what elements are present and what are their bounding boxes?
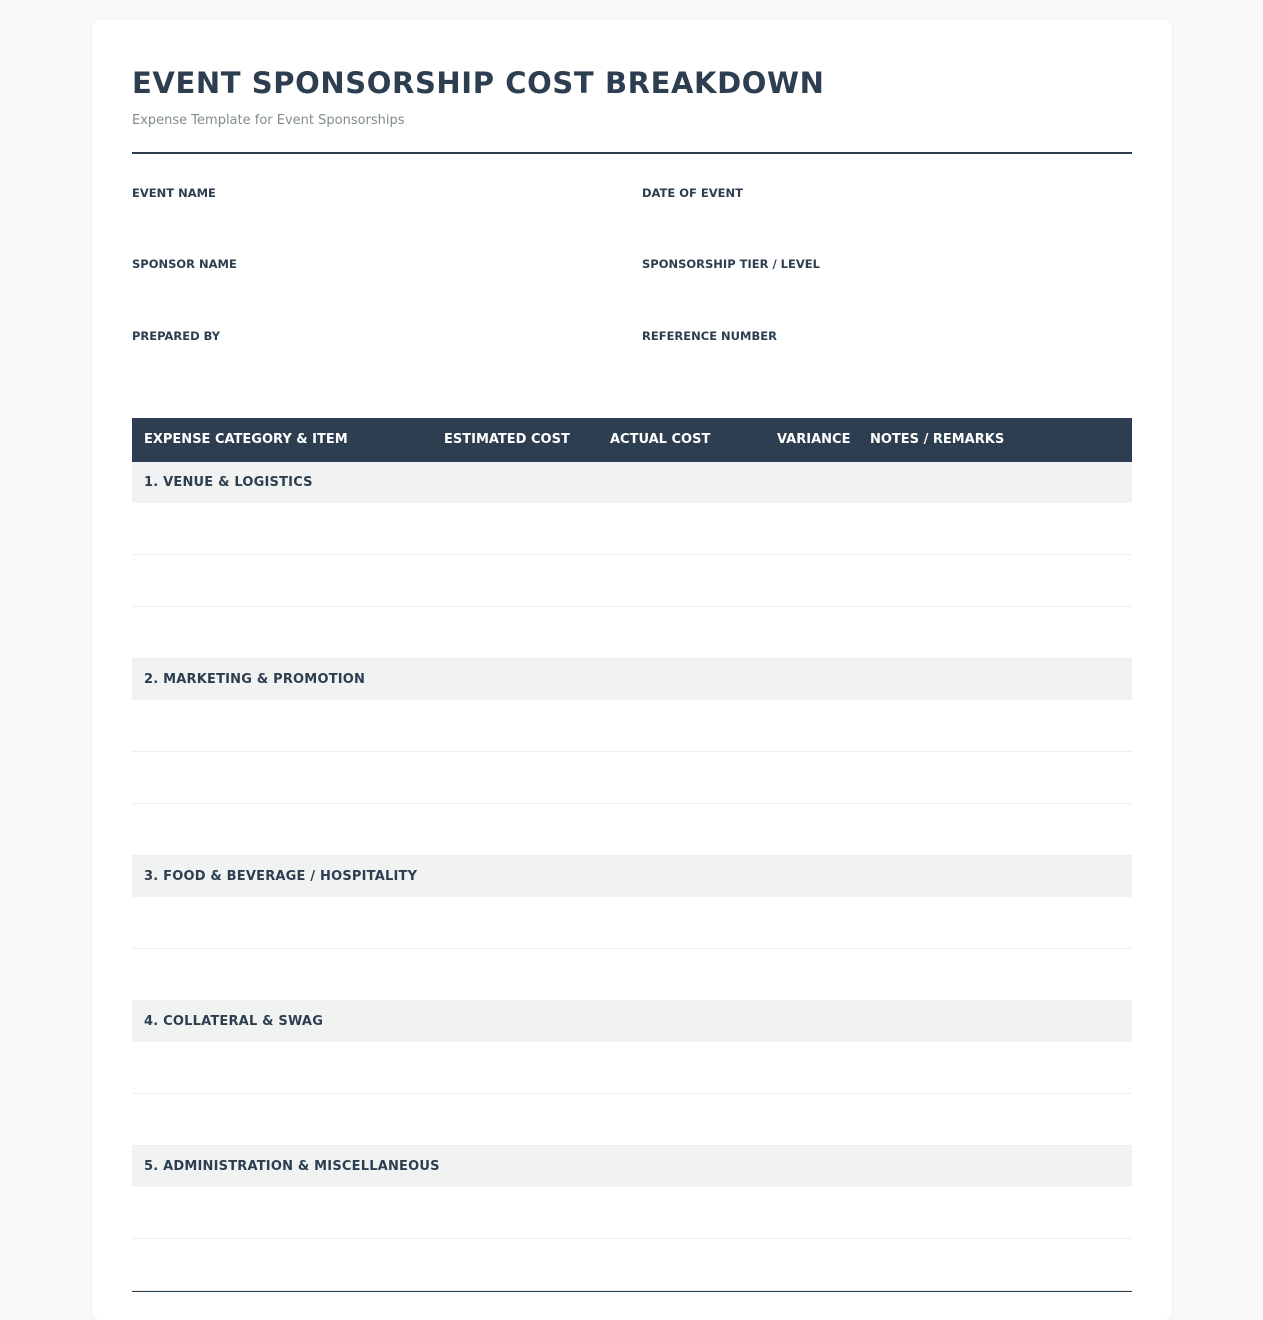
- expense-row[interactable]: [132, 700, 1132, 752]
- expense-row[interactable]: [132, 897, 1132, 949]
- category-label: 4. COLLATERAL & SWAG: [144, 1014, 324, 1029]
- header-actual-cost: ACTUAL COST: [610, 432, 711, 447]
- expense-row[interactable]: [132, 1094, 1132, 1146]
- category-row: [132, 1146, 1132, 1187]
- header-estimated-cost: ESTIMATED COST: [444, 432, 570, 447]
- expense-row[interactable]: [132, 1042, 1132, 1094]
- document-card: [92, 20, 1172, 1320]
- category-label: 2. MARKETING & PROMOTION: [144, 672, 366, 687]
- category-row: [132, 856, 1132, 897]
- category-label: 1. VENUE & LOGISTICS: [144, 475, 313, 490]
- table-header: [132, 418, 1132, 462]
- expense-row[interactable]: [132, 949, 1132, 1001]
- event-name-label: EVENT NAME: [132, 186, 216, 200]
- expense-row[interactable]: [132, 1239, 1132, 1291]
- header-notes: NOTES / REMARKS: [870, 432, 1005, 447]
- expense-row[interactable]: [132, 1187, 1132, 1239]
- expense-row[interactable]: [132, 607, 1132, 659]
- date-of-event-label: DATE OF EVENT: [642, 186, 743, 200]
- sponsor-name-label: SPONSOR NAME: [132, 257, 237, 271]
- category-row: [132, 659, 1132, 700]
- reference-number-label: REFERENCE NUMBER: [642, 329, 777, 343]
- category-row: [132, 462, 1132, 503]
- expense-table: [132, 418, 1132, 1292]
- document-title: EVENT SPONSORSHIP COST BREAKDOWN: [132, 66, 825, 100]
- sponsorship-tier-label: SPONSORSHIP TIER / LEVEL: [642, 257, 820, 271]
- header-divider: [132, 152, 1132, 154]
- document-subtitle: Expense Template for Event Sponsorships: [132, 113, 405, 128]
- category-label: 3. FOOD & BEVERAGE / HOSPITALITY: [144, 869, 418, 884]
- header-expense-item: EXPENSE CATEGORY & ITEM: [144, 432, 348, 447]
- prepared-by-label: PREPARED BY: [132, 329, 221, 343]
- table-bottom-rule: [132, 1291, 1132, 1292]
- header-variance: VARIANCE: [777, 432, 851, 447]
- expense-row[interactable]: [132, 555, 1132, 607]
- expense-row[interactable]: [132, 752, 1132, 804]
- category-row: [132, 1001, 1132, 1042]
- expense-row[interactable]: [132, 804, 1132, 856]
- expense-row[interactable]: [132, 503, 1132, 555]
- category-label: 5. ADMINISTRATION & MISCELLANEOUS: [144, 1159, 440, 1174]
